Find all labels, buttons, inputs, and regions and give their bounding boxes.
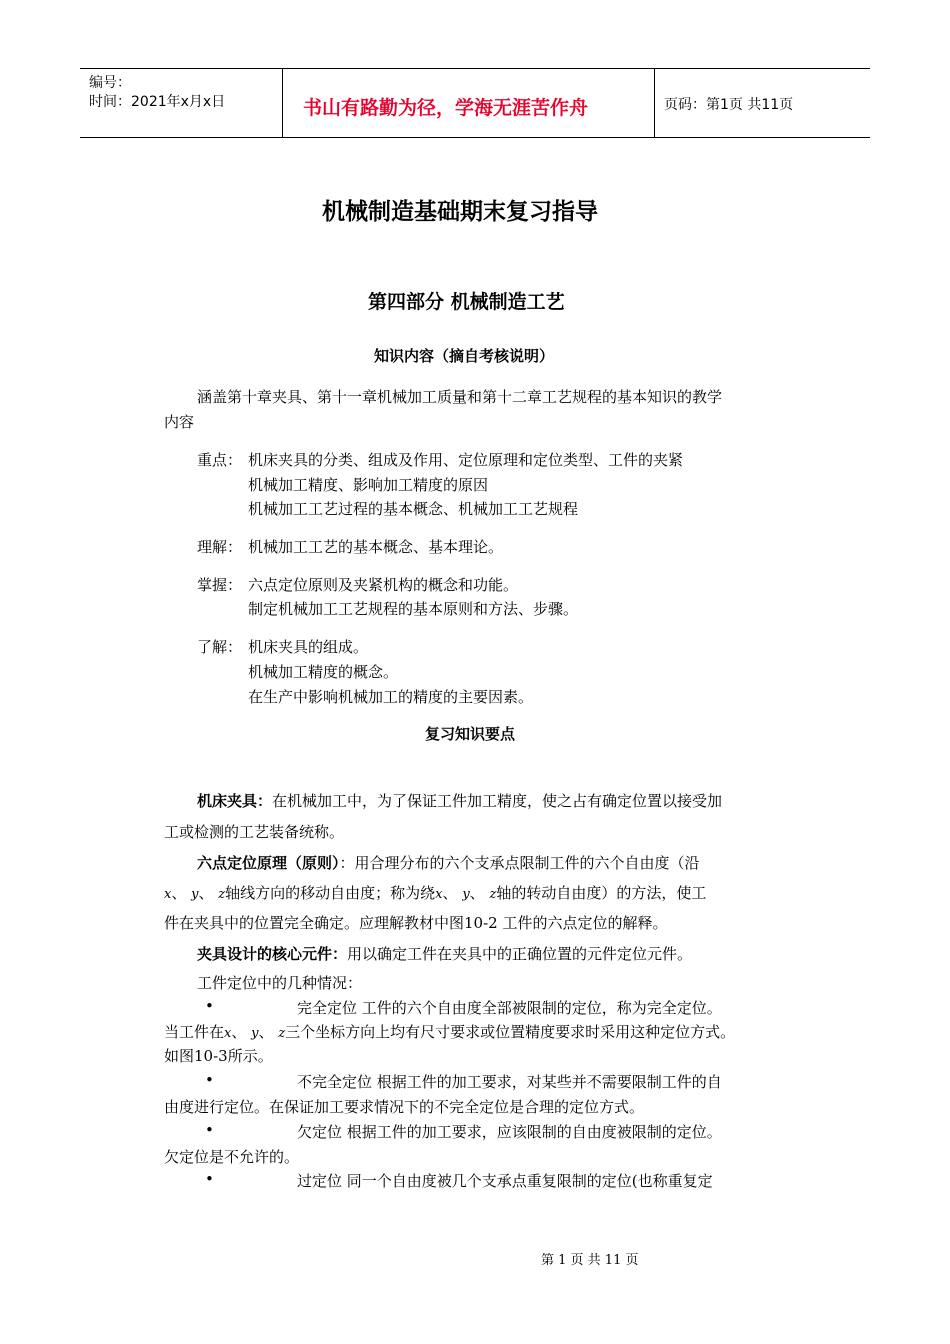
bullet-item: 不完全定位 根据工件的加工要求，对某些并不需要限制工件的自 [297, 1073, 722, 1091]
bullet-continuation: 如图10-3所示。 [164, 1047, 273, 1065]
motto: 书山有路勤为径，学海无涯苦作舟 [303, 97, 589, 119]
paragraph-text: 用以确定工件在夹具中的正确位置的元件定位元件。 [347, 945, 693, 963]
understand-label: 理解： [197, 538, 243, 556]
axis-symbol: x [164, 887, 172, 902]
bullet-marker: • [205, 1121, 214, 1139]
key-item: 机械加工工艺过程的基本概念、机械加工工艺规程 [248, 500, 579, 518]
paragraph-positioning-cases: 工件定位中的几种情况： [197, 974, 363, 992]
master-label: 掌握： [197, 576, 243, 594]
bullet-marker: • [205, 997, 214, 1015]
paragraph-six-point [197, 852, 700, 873]
header-table [80, 68, 870, 138]
axis-symbol: x [224, 1026, 232, 1041]
term-core-element: 夹具设计的核心元件： [197, 945, 348, 963]
term-fixture: 机床夹具： [197, 792, 273, 810]
key-item: 机床夹具的分类、组成及作用、定位原理和定位类型、工件的夹紧 [248, 451, 684, 469]
header-info-cell [80, 69, 283, 137]
bullet-marker: • [205, 1170, 214, 1188]
page-label: 页码：第1页 共11页 [664, 97, 794, 113]
axis-symbol: y [462, 887, 470, 902]
bullet-item: 完全定位 工件的六个自由度全部被限制的定位，称为完全定位。 [297, 999, 722, 1017]
paragraph-text: 在机械加工中，为了保证工件加工精度，使之占有确定位置以接受加 [272, 792, 723, 810]
document-title: 机械制造基础期末复习指导 [322, 199, 598, 225]
term-six-point: 六点定位原理（原则） [197, 854, 340, 872]
axis-symbol: y [191, 887, 199, 902]
bullet-continuation: 当工件在x、 y、 z三个坐标方向上均有尺寸要求或位置精度要求时采用这种定位方式。 [164, 1023, 736, 1041]
section-title-knowledge: 知识内容（摘自考核说明） [374, 347, 555, 365]
know-item: 机床夹具的组成。 [248, 638, 369, 656]
intro-line-2: 内容 [164, 413, 195, 431]
intro-line-1: 涵盖第十章夹具、第十一章机械加工质量和第十二章工艺规程的基本知识的教学 [197, 388, 723, 406]
axis-symbol: z [489, 887, 497, 902]
paragraph-text: 轴的转动自由度）的方法，使工 [496, 884, 707, 902]
axis-symbol: z [218, 887, 226, 902]
paragraph-text: 轴线方向的移动自由度；称为绕 [225, 884, 436, 902]
header-page-cell [655, 69, 870, 137]
bullet-marker: • [205, 1071, 214, 1089]
section-title-review: 复习知识要点 [425, 725, 516, 743]
understand-text: 机械加工工艺的基本概念、基本理论。 [248, 538, 504, 556]
axis-symbol: y [251, 1026, 259, 1041]
paragraph-core-element [197, 943, 692, 964]
know-label: 了解： [197, 638, 243, 656]
axis-symbol: z [278, 1026, 286, 1041]
key-item: 机械加工精度、影响加工精度的原因 [248, 476, 489, 494]
paragraph-six-point-line-2: x、 y、 z轴线方向的移动自由度；称为绕x、 y、 z轴的转动自由度）的方法，使工 [164, 884, 707, 902]
paragraph-fixture [197, 790, 722, 811]
bullet-item: 欠定位 根据工件的加工要求，应该限制的自由度被限制的定位。 [297, 1123, 722, 1141]
time-label: 时间：2021年x月x日 [89, 94, 226, 110]
paragraph-text: 件在夹具中的位置完全确定。应理解教材中图10-2 工件的六点定位的解释。 [164, 914, 668, 932]
part-title: 第四部分 机械制造工艺 [368, 291, 565, 313]
master-item: 六点定位原则及夹紧机构的概念和功能。 [248, 576, 519, 594]
bullet-item: 过定位 同一个自由度被几个支承点重复限制的定位(也称重复定 [297, 1172, 713, 1190]
header-motto-cell [282, 69, 655, 137]
paragraph-text: 工或检测的工艺装备统称。 [164, 823, 345, 841]
number-label: 编号： [89, 75, 131, 91]
key-label: 重点： [197, 451, 243, 469]
know-item: 机械加工精度的概念。 [248, 663, 399, 681]
bullet-continuation: 由度进行定位。在保证加工要求情况下的不完全定位是合理的定位方式。 [164, 1098, 645, 1116]
paragraph-text: ：用合理分布的六个支承点限制工件的六个自由度（沿 [339, 854, 700, 872]
master-item: 制定机械加工工艺规程的基本原则和方法、步骤。 [248, 600, 579, 618]
bullet-continuation: 欠定位是不允许的。 [164, 1148, 300, 1166]
know-item: 在生产中影响机械加工的精度的主要因素。 [248, 688, 534, 706]
page-footer: 第 1 页 共 11 页 [541, 1253, 639, 1268]
axis-symbol: x [435, 887, 443, 902]
